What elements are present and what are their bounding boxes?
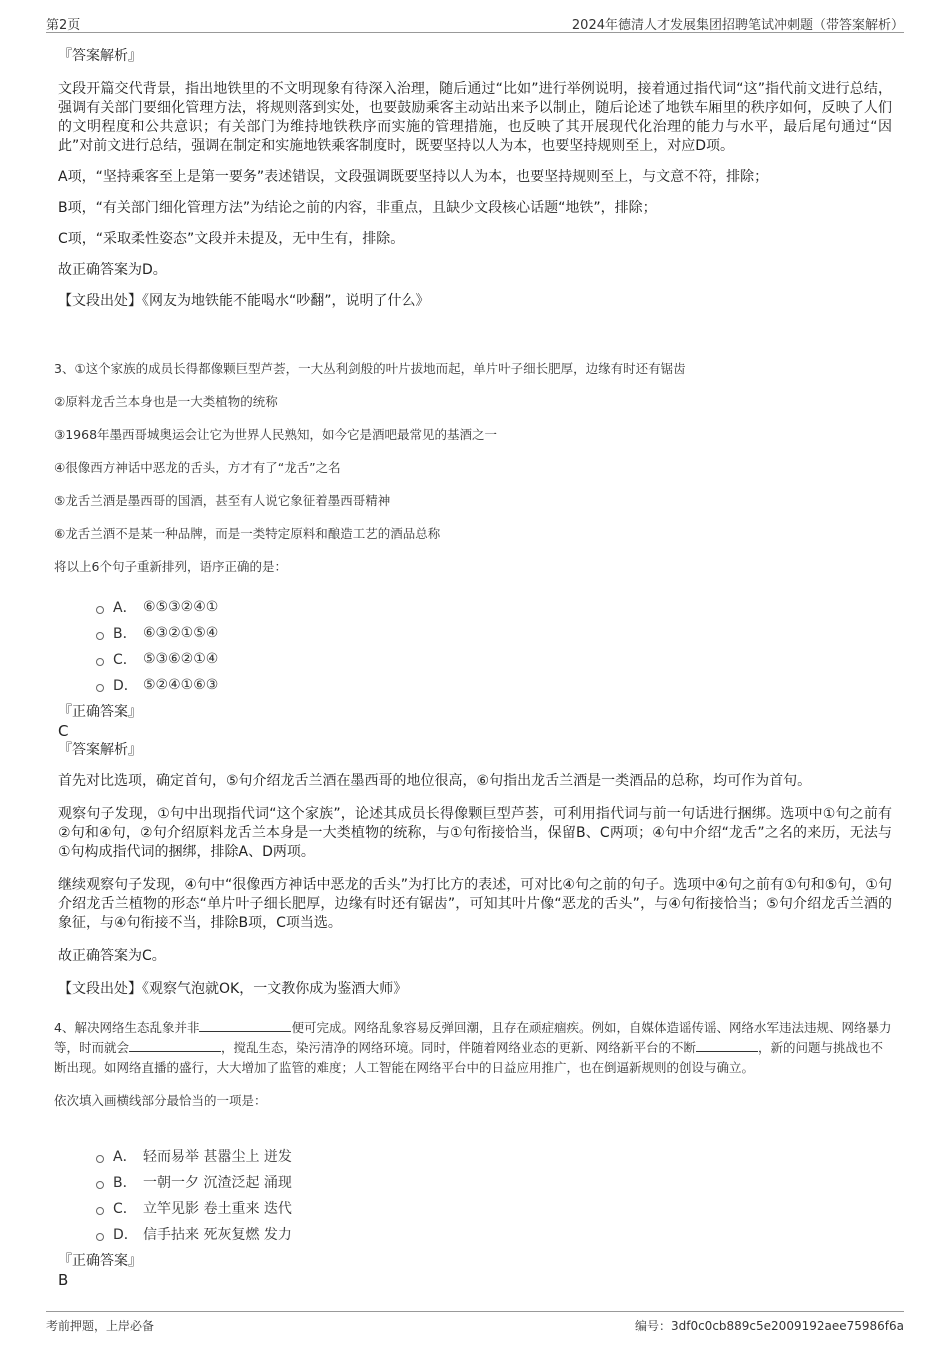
- answer-label: 『正确答案』: [58, 704, 142, 720]
- radio-button-icon[interactable]: [96, 1233, 104, 1241]
- q3-analysis-paragraph: 继续观察句子发现，④句中“很像西方神话中恶龙的舌头”为打比方的表述，可对比④句之前的句子。选项中④句之前有①句和⑤句，①句介绍龙舌兰植物的形态“单片叶子细长肥厚，边缘有时还有锯齿”，可知其叶片像“恶龙的舌头”，与④句衔接恰当；⑤句介绍龙舌兰酒的象征，与④句衔接不当，排除B项，C项当选。: [58, 877, 892, 931]
- q4-prompt: 依次填入画横线部分最恰当的一项是：: [54, 1093, 267, 1108]
- q4-answer: B: [58, 1271, 69, 1289]
- q4-option-b[interactable]: B． 一朝一夕 沉渣泛起 涌现: [96, 1169, 892, 1195]
- radio-button-icon[interactable]: [96, 632, 104, 640]
- question-3: [54, 360, 892, 575]
- footer-slogan: 考前押题，上岸必备: [46, 1319, 155, 1333]
- q2-source: 【文段出处】《网友为地铁能不能喝水“吵翻”，说明了什么》: [58, 293, 430, 309]
- analysis-label: 『答案解析』: [58, 48, 142, 64]
- blank-1: [199, 1019, 291, 1032]
- page-number: 第2页: [46, 18, 81, 33]
- q3-option-a[interactable]: A． ⑥⑤③②④①: [96, 594, 892, 620]
- q4-option-c[interactable]: C． 立竿见影 卷土重来 迭代: [96, 1195, 892, 1221]
- radio-button-icon[interactable]: [96, 1207, 104, 1215]
- q4-stem: 4、解决网络生态乱象并非 便可完成。网络乱象容易反弹回潮，且存在顽症痼疾。例如，自媒体造谣传谣、网络水军违法违规、网络暴力等，时而就会 ，搅乱生态，染污清净的网络环境。同时，伴随着网络业态的更新、网络新平台的不断 ，新的问题与挑战也不断出现。如网络直播的盛行，大大增加了监管的难度；人工智能在网络平台中的日益应用推广，也在倒逼新规则的创设与确立。: [54, 1020, 892, 1075]
- question-4: [54, 1018, 892, 1109]
- q4-option-a[interactable]: A． 轻而易举 甚嚣尘上 迸发: [96, 1143, 892, 1169]
- q3-option-c[interactable]: C． ⑤③⑥②①④: [96, 646, 892, 672]
- q4-option-d[interactable]: D． 信手拈来 死灰复燃 发力: [96, 1221, 892, 1247]
- q3-option-d[interactable]: D． ⑤②④①⑥③: [96, 672, 892, 698]
- q3-stem: 3、①这个家族的成员长得都像颗巨型芦荟，一大丛利剑般的叶片拔地而起，单片叶子细长肥厚，边缘有时还有锯齿: [54, 361, 686, 376]
- q3-source: 【文段出处】《观察气泡就OK，一文教你成为鉴酒大师》: [58, 981, 408, 997]
- q3-sentence: ②原料龙舌兰本身也是一大类植物的统称: [54, 394, 278, 409]
- radio-button-icon[interactable]: [96, 606, 104, 614]
- q3-sentence: ⑥龙舌兰酒不是某一种品牌，而是一类特定原料和酿造工艺的酒品总称: [54, 526, 441, 541]
- q3-conclusion: 故正确答案为C。: [58, 948, 166, 964]
- q3-prompt: 将以上6个句子重新排列，语序正确的是：: [54, 559, 287, 574]
- q3-answer-section: [58, 702, 892, 999]
- radio-button-icon[interactable]: [96, 1155, 104, 1163]
- radio-button-icon[interactable]: [96, 684, 104, 692]
- q2-analysis-paragraph: A项，“坚持乘客至上是第一要务”表述错误，文段强调既要坚持以人为本，也要坚持规则至上，与文意不符，排除；: [58, 169, 769, 185]
- blank-3: [696, 1039, 758, 1052]
- q4-options: [54, 1143, 892, 1247]
- q2-analysis-paragraph: B项，“有关部门细化管理方法”为结论之前的内容，非重点，且缺少文段核心话题“地铁”，排除；: [58, 200, 657, 216]
- analysis-label: 『答案解析』: [58, 742, 142, 758]
- q2-analysis-paragraph: C项，“采取柔性姿态”文段并未提及，无中生有，排除。: [58, 231, 405, 247]
- q3-sentence: ④很像西方神话中恶龙的舌头，方才有了“龙舌”之名: [54, 460, 341, 475]
- q3-analysis-paragraph: 首先对比选项，确定首句，⑤句介绍龙舌兰酒在墨西哥的地位很高，⑥句指出龙舌兰酒是一类酒品的总称，均可作为首句。: [58, 773, 812, 789]
- page-footer: [46, 1311, 904, 1336]
- answer-label: 『正确答案』: [58, 1253, 142, 1269]
- radio-button-icon[interactable]: [96, 658, 104, 666]
- q3-answer: C: [58, 722, 69, 740]
- q3-sentence: ⑤龙舌兰酒是墨西哥的国酒，甚至有人说它象征着墨西哥精神: [54, 493, 391, 508]
- q2-analysis: [58, 46, 892, 311]
- q3-option-b[interactable]: B． ⑥③②①⑤④: [96, 620, 892, 646]
- radio-button-icon[interactable]: [96, 1181, 104, 1189]
- q3-analysis-paragraph: 观察句子发现，①句中出现指代词“这个家族”，论述其成员长得像颗巨型芦荟，可利用指代词与前一句话进行捆绑。选项中①句之前有②句和④句，②句介绍原料龙舌兰本身是一大类植物的统称，与①句衔接恰当，保留B、C两项；④句中介绍“龙舌”之名的来历，无法与①句构成指代词的捆绑，排除A、D两项。: [58, 806, 892, 860]
- document-id: 编号：3df0c0cb889c5e2009192aee75986f6a: [634, 1319, 904, 1333]
- page-header: [46, 12, 904, 33]
- q2-analysis-paragraph: 文段开篇交代背景，指出地铁里的不文明现象有待深入治理，随后通过“比如”进行举例说明，接着通过指代词“这”指代前文进行总结，强调有关部门要细化管理方法，将规则落到实处，也要鼓励乘客主动站出来予以制止，随后论述了地铁车厢里的秩序如何，反映了人们的文明程度和公共意识；有关部门为维持地铁秩序而实施的管理措施，也反映了其开展现代化治理的能力与水平，最后尾句通过“因此”对前文进行总结，强调在制定和实施地铁乘客制度时，既要坚持以人为本，也要坚持规则至上，对应D项。: [58, 81, 892, 154]
- q3-sentence: ③1968年墨西哥城奥运会让它为世界人民熟知，如今它是酒吧最常见的基酒之一: [54, 427, 498, 442]
- document-title: 2024年德清人才发展集团招聘笔试冲刺题（带答案解析）: [571, 18, 904, 33]
- q2-conclusion: 故正确答案为D。: [58, 262, 167, 278]
- q4-answer-section: [58, 1251, 892, 1289]
- blank-2: [129, 1039, 221, 1052]
- q3-options: [54, 594, 892, 698]
